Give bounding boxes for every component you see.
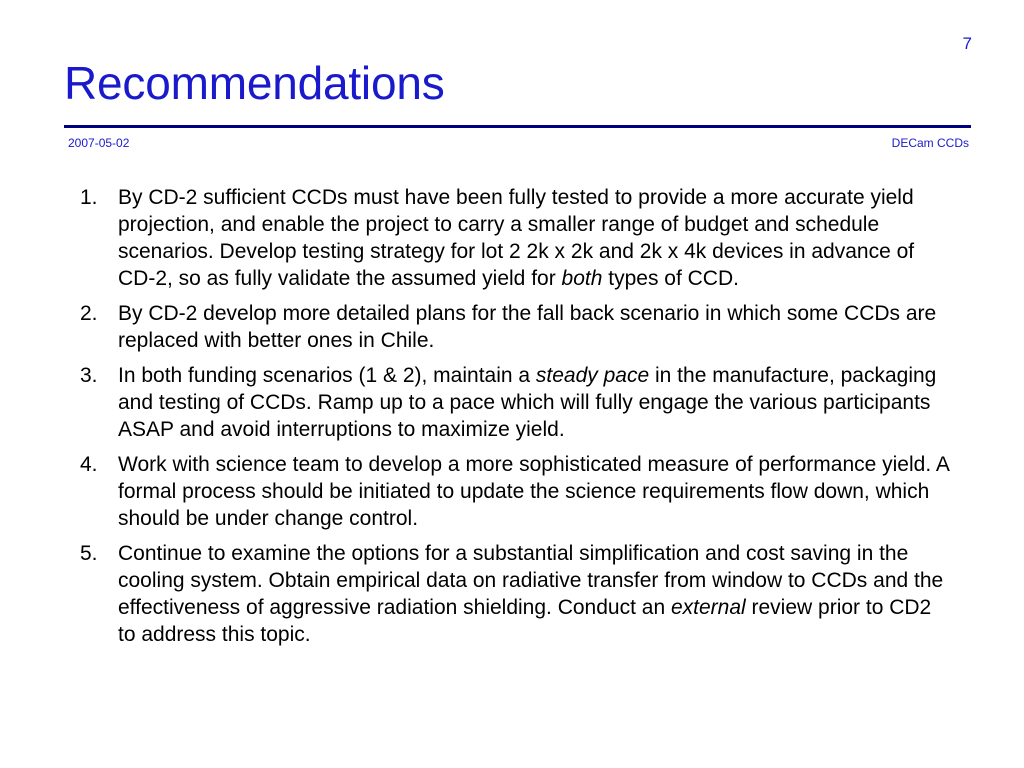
item-text-continued: types of CCD. (602, 267, 739, 290)
recommendation-item-1 (80, 184, 952, 292)
slide-number: 7 (962, 34, 972, 53)
recommendation-item-3 (80, 362, 952, 443)
title-divider (64, 125, 971, 128)
item-number: 1. (80, 186, 98, 209)
item-number: 3. (80, 364, 98, 387)
item-number: 2. (80, 302, 98, 325)
recommendation-item-2 (80, 300, 952, 354)
item-number: 5. (80, 542, 98, 565)
item-text: By CD-2 sufficient CCDs must have been fully tested to provide a more accurate yield projection, and enable the project to carry a smaller range of budget and schedule scenarios. Develop testing strategy for lot 2 2k x 2k and 2k x 4k devices in advance of CD-2, so as fully validate the assumed yield for (118, 186, 915, 290)
item-emphasis: both (561, 267, 603, 290)
item-text: Continue to examine the options for a substantial simplification and cost saving in the cooling system. Obtain empirical data on radiative transfer from window to CCDs and the effectiveness of aggressive radiation shielding. Conduct an (118, 542, 944, 619)
item-emphasis: steady pace (535, 364, 650, 387)
item-number: 4. (80, 453, 98, 476)
slide-title: Recommendations (64, 57, 445, 109)
item-text-continued: in the manufacture, packaging and testing of CCDs. Ramp up to a pace which will fully engage the various participants ASAP and avoid interruptions to maximize yield. (118, 364, 937, 441)
item-text: By CD-2 develop more detailed plans for the fall back scenario in which some CCDs are replaced with better ones in Chile. (118, 302, 937, 352)
slide-topic: DECam CCDs (891, 136, 969, 150)
recommendation-item-5 (80, 540, 952, 648)
item-emphasis: external (670, 596, 746, 619)
recommendation-item-4 (80, 451, 952, 532)
item-text: In both funding scenarios (1 & 2), maintain a (118, 364, 536, 387)
recommendations-list (80, 184, 952, 656)
slide-date: 2007-05-02 (68, 136, 130, 150)
item-text-continued: review prior to CD2 to address this topic. (118, 596, 932, 646)
item-text: Work with science team to develop a more sophisticated measure of performance yield. A formal process should be initiated to update the science requirements flow down, which should be under change control. (118, 453, 949, 530)
